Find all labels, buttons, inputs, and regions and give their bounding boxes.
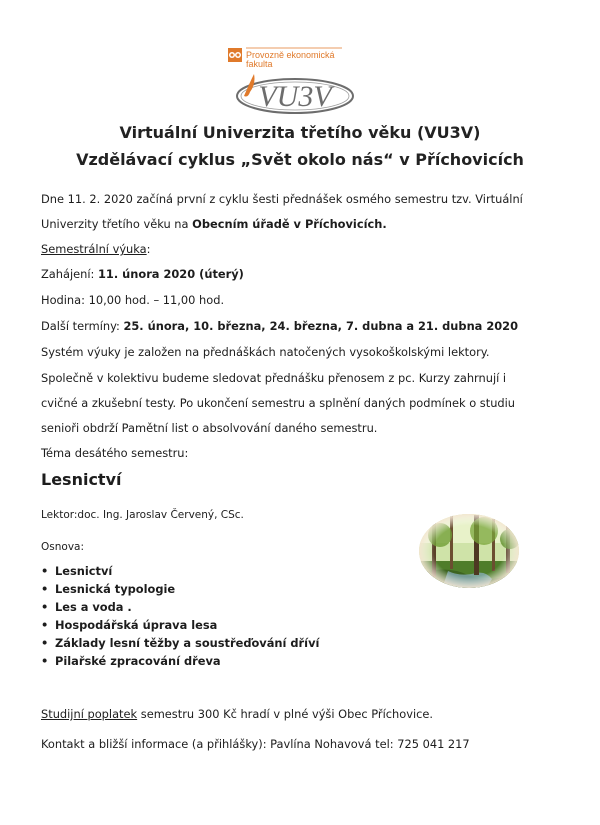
intro-line-2-text: Univerzity třetího věku na <box>41 217 193 231</box>
outline-item <box>41 636 319 650</box>
dates-value: 25. února, 10. března, 24. března, 7. dubna a 21. dubna 2020 <box>123 319 519 333</box>
description-line-1: Systém výuky je založen na přednáškách natočených vysokoškolskými lektory. <box>41 345 490 359</box>
page-subtitle: Vzdělávací cyklus „Svět okolo nás“ v Příchovicích <box>76 150 524 169</box>
faculty-icon <box>228 48 242 62</box>
forest-photo <box>418 513 520 589</box>
semester-heading <box>41 242 151 256</box>
venue: Obecním úřadě v Příchovicích. <box>192 217 387 231</box>
bullet-icon: • <box>41 618 49 632</box>
intro-line-2 <box>41 217 387 231</box>
leaf-icon <box>244 74 255 97</box>
outline-item <box>41 564 112 578</box>
bullet-icon: • <box>41 600 49 614</box>
semester-heading-text: Semestrální výuka <box>41 242 147 256</box>
topic-label: Téma desátého semestru: <box>41 446 189 460</box>
bullet-icon: • <box>41 564 49 578</box>
intro-line-1: Dne 11. 2. 2020 začíná první z cyklu šesti přednášek osmého semestru tzv. Virtuální <box>41 192 523 206</box>
hours-row: Hodina: 10,00 hod. – 11,00 hod. <box>41 293 225 307</box>
vu3v-mark-text: VU3V <box>258 80 332 113</box>
dates-label: Další termíny: <box>41 319 124 333</box>
topic-title: Lesnictví <box>41 470 122 489</box>
outline-item-text: Pilařské zpracování dřeva <box>55 654 221 668</box>
description-line-3: cvičné a zkušební testy. Po ukončení semestru a splnění daných podmínek o studiu <box>41 396 516 410</box>
outline-item-text: Hospodářská úprava lesa <box>55 618 218 632</box>
description-line-4: senioři obdrží Pamětní list o absolvování daného semestru. <box>41 421 378 435</box>
outline-item <box>41 618 217 632</box>
vu3v-logo <box>220 38 380 120</box>
faculty-name-line1: Provozně ekonomická <box>246 50 335 60</box>
bullet-icon: • <box>41 636 49 650</box>
fee-label: Studijní poplatek <box>41 707 138 721</box>
outline-item <box>41 654 221 668</box>
outline-item-text: Základy lesní těžby a soustřeďování dříví <box>55 636 320 650</box>
outline-label: Osnova: <box>41 541 84 553</box>
page-title: Virtuální Univerzita třetího věku (VU3V) <box>119 123 481 142</box>
start-value: 11. února 2020 (úterý) <box>98 267 244 281</box>
bullet-icon: • <box>41 654 49 668</box>
lector: Lektor:doc. Ing. Jaroslav Červený, CSc. <box>41 509 244 521</box>
outline-item-text: Lesnictví <box>55 564 113 578</box>
outline-item <box>41 600 132 614</box>
start-row <box>41 267 244 281</box>
faculty-name-line2: fakulta <box>246 59 273 69</box>
fee-row <box>41 707 433 721</box>
start-label: Zahájení: <box>41 267 98 281</box>
vu3v-mark <box>237 74 353 113</box>
outline-item-text: Les a voda . <box>55 600 132 614</box>
outline-item <box>41 582 175 596</box>
outline-item-text: Lesnická typologie <box>55 582 176 596</box>
semester-heading-colon: : <box>146 242 151 256</box>
contact-row: Kontakt a bližší informace (a přihlášky): Pavlína Nohavová tel: 725 041 217 <box>41 737 470 751</box>
dates-row <box>41 319 518 333</box>
bullet-icon: • <box>41 582 49 596</box>
fee-text: semestru 300 Kč hradí v plné výši Obec Příchovice. <box>137 707 434 721</box>
description-line-2: Společně v kolektivu budeme sledovat přednášku přenosem z pc. Kurzy zahrnují i <box>41 371 507 385</box>
